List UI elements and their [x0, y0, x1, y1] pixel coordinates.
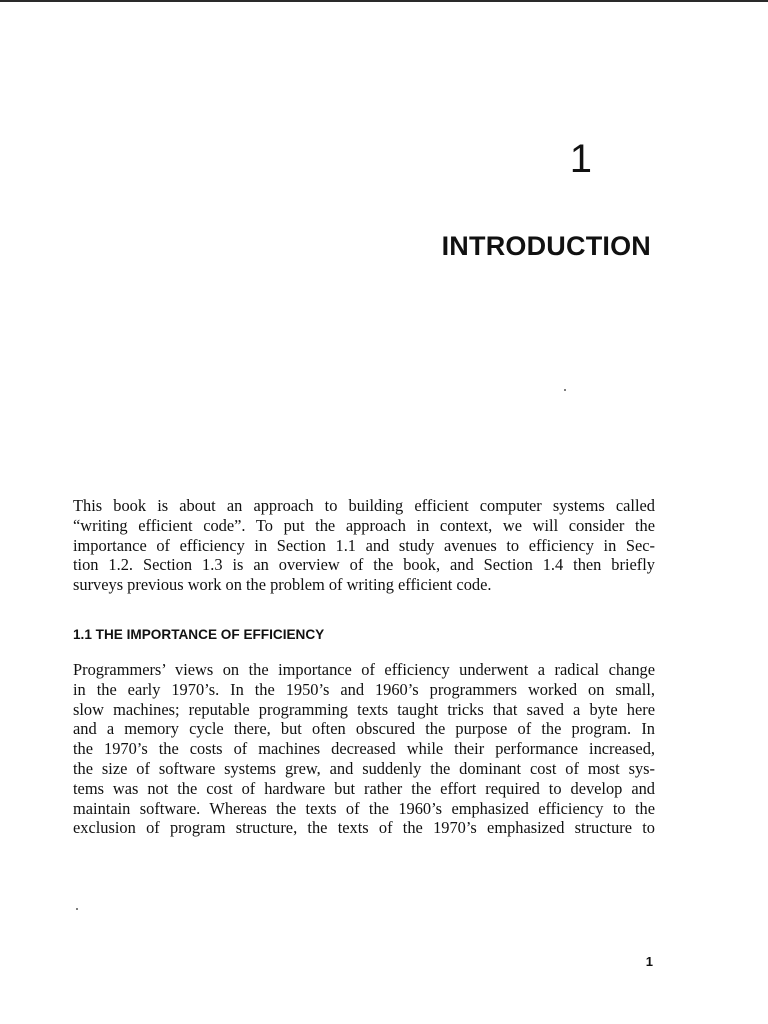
- scan-speck: [76, 908, 78, 910]
- section-line: the 1970’s the costs of machines decreased while their performance increased,: [73, 739, 655, 759]
- chapter-title: INTRODUCTION: [441, 231, 651, 261]
- section-line: maintain software. Whereas the texts of the 1960’s emphasized efficiency to the: [73, 798, 655, 818]
- intro-line: “writing efficient code”. To put the approach in context, we will consider the: [73, 515, 655, 535]
- section-line: in the early 1970’s. In the 1950’s and 1960’s programmers worked on small,: [73, 679, 655, 699]
- section-line: tems was not the cost of hardware but rather the effort required to develop and: [73, 778, 655, 798]
- page-top-rule: [0, 0, 768, 2]
- page-number: 1: [645, 954, 653, 969]
- intro-line: importance of efficiency in Section 1.1 and study avenues to efficiency in Sec-: [73, 535, 655, 555]
- intro-paragraph: [73, 496, 655, 595]
- section-heading: 1.1 THE IMPORTANCE OF EFFICIENCY: [73, 627, 325, 642]
- intro-line: This book is about an approach to building efficient computer systems called: [73, 496, 655, 515]
- section-line: the size of software systems grew, and suddenly the dominant cost of most sys-: [73, 758, 655, 778]
- section-line: exclusion of program structure, the texts of the 1970’s emphasized structure to: [73, 818, 655, 838]
- intro-line: surveys previous work on the problem of writing efficient code.: [73, 575, 492, 595]
- section-line: Programmers’ views on the importance of efficiency underwent a radical change: [73, 660, 655, 679]
- intro-line: tion 1.2. Section 1.3 is an overview of the book, and Section 1.4 then briefly: [73, 555, 655, 575]
- section-line: and a memory cycle there, but often obscured the purpose of the program. In: [73, 719, 655, 739]
- chapter-number: 1: [569, 137, 592, 181]
- scan-speck: [564, 389, 566, 391]
- section-line: slow machines; reputable programming texts taught tricks that saved a byte here: [73, 699, 655, 719]
- section-paragraph: [73, 660, 655, 838]
